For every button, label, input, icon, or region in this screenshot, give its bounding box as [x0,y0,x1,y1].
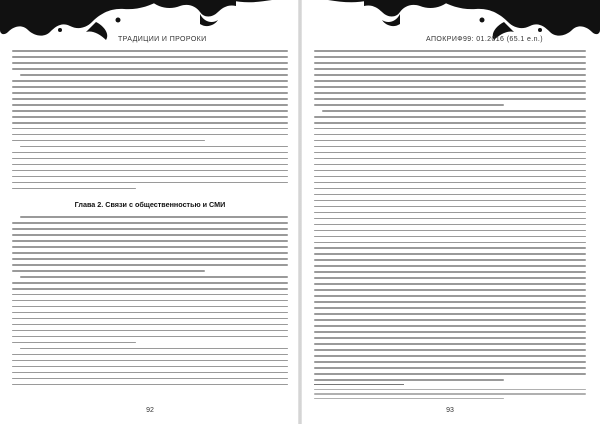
right-page [300,0,600,424]
body-text-bottom [12,216,288,390]
page-number: 93 [446,407,454,414]
paragraph-lines [314,50,586,381]
paragraph-lines [12,216,288,385]
chapter-heading: Глава 2. Связи с общественностью и СМИ [74,200,226,209]
paragraph-lines [12,50,288,189]
decorative-ornament-icon [0,0,300,40]
body-text [314,50,586,385]
running-header: АПОКРИФ99: 01.2016 (65.1 e.n.) [426,36,543,43]
footnote-lines [314,389,586,399]
footnotes [314,389,586,402]
running-header: ТРАДИЦИИ И ПРОРОКИ [118,36,207,43]
body-text-top [12,50,288,194]
footnote-divider [314,384,404,385]
decorative-ornament-icon [300,0,600,40]
page-number: 92 [146,407,154,414]
